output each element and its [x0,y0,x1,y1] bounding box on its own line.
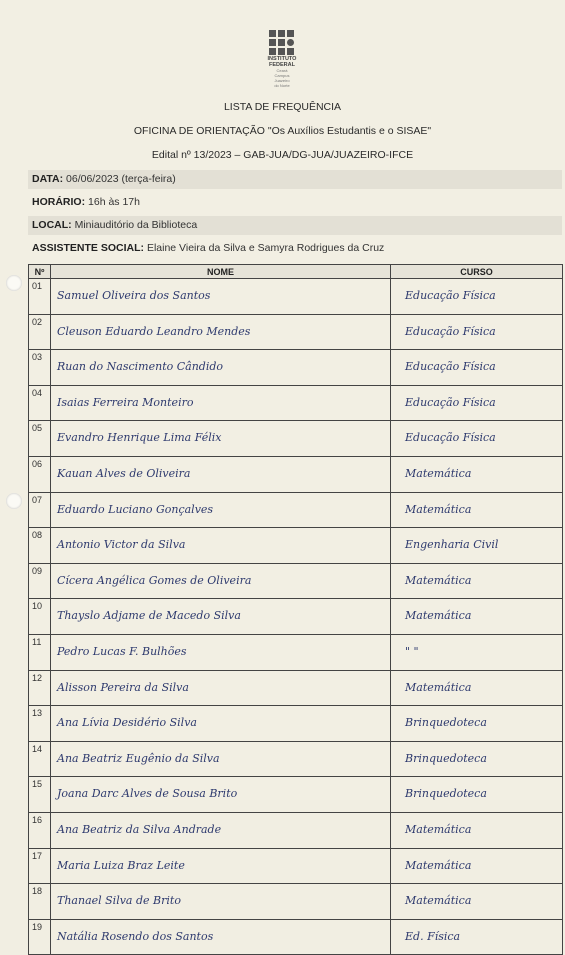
row-number: 04 [29,385,51,421]
attendee-name: Cleuson Eduardo Leandro Mendes [51,314,391,350]
row-number: 07 [29,492,51,528]
table-row [29,634,563,670]
attendee-name: Ana Beatriz da Silva Andrade [51,812,391,848]
attendee-course: Educação Física [391,421,563,457]
table-row [29,456,563,492]
row-number: 02 [29,314,51,350]
attendee-course: Matemática [391,492,563,528]
logo-text: Ceará [276,68,288,73]
row-number: 19 [29,919,51,955]
date-label: DATA: [32,173,64,185]
social-worker-value: Elaine Vieira da Silva e Samyra Rodrigues da Cruz [146,242,385,254]
table-row [29,919,563,955]
attendee-name: Pedro Lucas F. Bulhões [51,634,391,670]
logo-text: do Norte [274,83,290,88]
attendee-course: Matemática [391,670,563,706]
attendee-course: Educação Física [391,279,563,315]
attendee-course: Educação Física [391,350,563,386]
table-row [29,421,563,457]
attendance-table [28,264,563,955]
attendee-name: Evandro Henrique Lima Félix [51,421,391,457]
row-number: 06 [29,456,51,492]
table-header-row [29,265,563,279]
time-field [32,196,140,208]
row-number: 18 [29,884,51,920]
table-row [29,492,563,528]
logo-text: Campus [274,73,290,78]
attendee-name: Ana Beatriz Eugênio da Silva [51,741,391,777]
attendee-course: Educação Física [391,314,563,350]
row-number: 03 [29,350,51,386]
row-number: 15 [29,777,51,813]
attendee-course: Matemática [391,812,563,848]
social-worker-label: ASSISTENTE SOCIAL: [32,242,145,254]
punch-hole [6,493,22,509]
table-row [29,741,563,777]
date-field [32,173,176,185]
table-row [29,528,563,564]
attendee-course: Engenharia Civil [391,528,563,564]
location-field [32,219,197,231]
table-row [29,812,563,848]
attendee-name: Antonio Victor da Silva [51,528,391,564]
logo-grid-icon [269,30,295,56]
row-number: 09 [29,563,51,599]
attendee-course: Educação Física [391,385,563,421]
document-subtitle: OFICINA DE ORIENTAÇÃO "Os Auxílios Estudantis e o SISAE" [133,125,432,137]
table-row [29,599,563,635]
row-number: 08 [29,528,51,564]
attendee-course: " " [391,634,563,670]
attendee-course: Brinquedoteca [391,706,563,742]
header-course: CURSO [391,265,563,279]
attendee-course: Matemática [391,884,563,920]
table-row [29,314,563,350]
row-number: 05 [29,421,51,457]
attendee-name: Ana Lívia Desidério Silva [51,706,391,742]
attendee-name: Eduardo Luciano Gonçalves [51,492,391,528]
row-number: 16 [29,812,51,848]
attendee-course: Matemática [391,456,563,492]
row-number: 14 [29,741,51,777]
table-row [29,706,563,742]
table-row [29,350,563,386]
location-label: LOCAL: [32,219,72,231]
attendee-name: Kauan Alves de Oliveira [51,456,391,492]
time-value: 16h às 17h [88,196,140,208]
attendee-course: Matemática [391,848,563,884]
logo-text: Juazeiro [274,78,290,83]
logo-text: FEDERAL [269,62,295,68]
row-number: 11 [29,634,51,670]
row-number: 10 [29,599,51,635]
institute-logo [262,30,302,102]
edital-line: Edital nº 13/2023 – GAB-JUA/DG-JUA/JUAZEIRO-IFCE [151,149,414,161]
social-worker-field [32,242,384,254]
attendee-name: Maria Luiza Braz Leite [51,848,391,884]
attendee-name: Alisson Pereira da Silva [51,670,391,706]
table-row [29,670,563,706]
row-number: 17 [29,848,51,884]
table-row [29,777,563,813]
attendee-name: Isaias Ferreira Monteiro [51,385,391,421]
attendee-name: Cícera Angélica Gomes de Oliveira [51,563,391,599]
table-row [29,385,563,421]
table-row [29,563,563,599]
attendee-course: Matemática [391,563,563,599]
logo-text: INSTITUTO [267,56,297,62]
attendee-name: Thanael Silva de Brito [51,884,391,920]
attendee-name: Natália Rosendo dos Santos [51,919,391,955]
time-label: HORÁRIO: [32,196,86,208]
table-row [29,279,563,315]
attendee-name: Joana Darc Alves de Sousa Brito [51,777,391,813]
row-number: 12 [29,670,51,706]
table-row [29,884,563,920]
date-value: 06/06/2023 (terça-feira) [66,173,176,185]
attendee-name: Samuel Oliveira dos Santos [51,279,391,315]
header-num: Nº [29,265,51,279]
row-number: 01 [29,279,51,315]
document-title: LISTA DE FREQUÊNCIA [223,101,342,113]
attendee-course: Matemática [391,599,563,635]
attendee-course: Brinquedoteca [391,741,563,777]
attendee-name: Ruan do Nascimento Cândido [51,350,391,386]
punch-hole [6,275,22,291]
location-value: Miniauditório da Biblioteca [74,219,198,231]
row-number: 13 [29,706,51,742]
table-row [29,848,563,884]
attendee-course: Brinquedoteca [391,777,563,813]
attendee-course: Ed. Física [391,919,563,955]
header-name: NOME [51,265,391,279]
attendee-name: Thayslo Adjame de Macedo Silva [51,599,391,635]
